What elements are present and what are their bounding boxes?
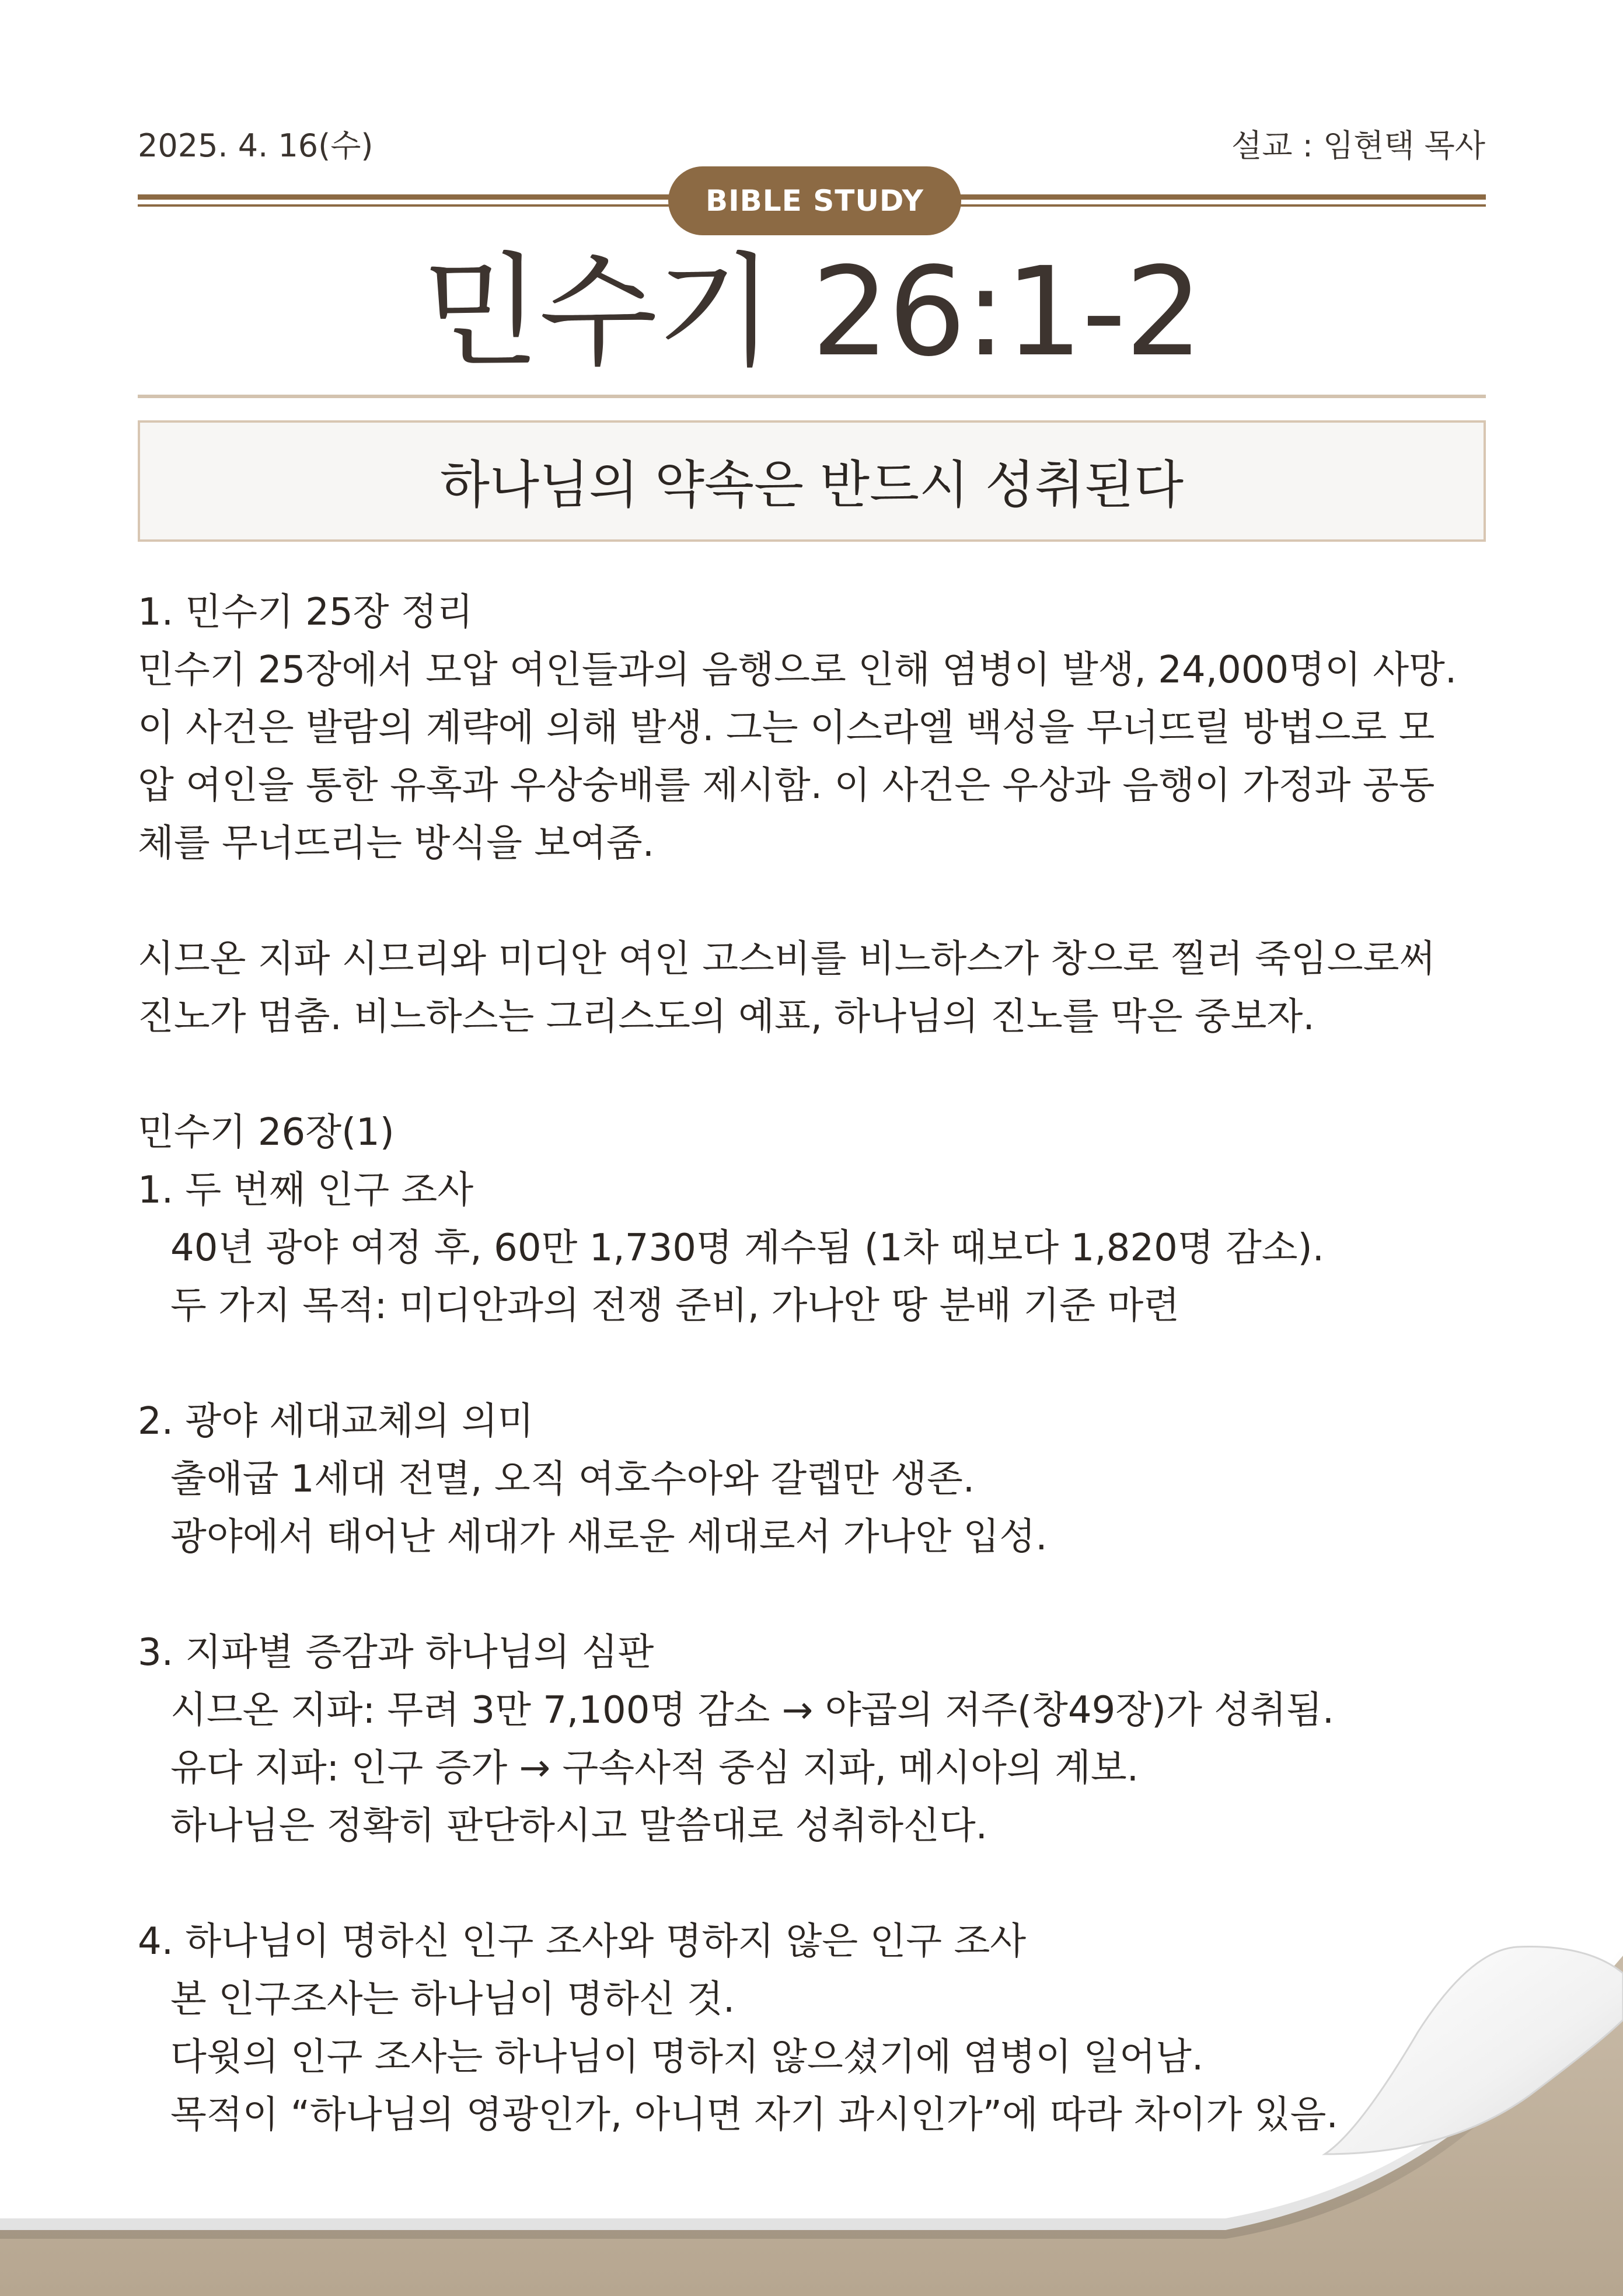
sermon-date: 2025. 4. 16(수) xyxy=(138,127,374,164)
paragraph-line: 시므온 지파 시므리와 미디안 여인 고스비를 비느하스가 창으로 찔러 죽임으로써 xyxy=(138,938,1436,981)
page-title: 민수기 26:1-2 xyxy=(421,241,1202,384)
point-heading: 2. 광야 세대교체의 의미 xyxy=(138,1400,534,1443)
paragraph-line: 이 사건은 발람의 계략에 의해 발생. 그는 이스라엘 백성을 무너뜨릴 방법으로 모 xyxy=(138,706,1435,750)
point-heading: 3. 지파별 증감과 하나님의 심판 xyxy=(138,1631,654,1674)
bible-study-badge: BIBLE STUDY xyxy=(668,166,961,235)
point-line: 광야에서 태어난 세대가 새로운 세대로서 가나안 입성. xyxy=(170,1515,1048,1559)
point-heading: 4. 하나님이 명하신 인구 조사와 명하지 않은 인구 조사 xyxy=(138,1920,1027,1963)
point-line: 출애굽 1세대 전멸, 오직 여호수아와 갈렙만 생존. xyxy=(170,1458,975,1501)
paragraph-line: 민수기 25장에서 모압 여인들과의 음행으로 인해 염병이 발생, 24,000명이 사망. xyxy=(138,649,1457,692)
study-content xyxy=(138,584,1486,2144)
subtitle-text: 하나님의 약속은 반드시 성취된다 xyxy=(439,455,1184,515)
point-line: 시므온 지파: 무려 3만 7,100명 감소 → 야곱의 저주(창49장)가 성취됨. xyxy=(170,1689,1335,1732)
sermon-subtitle xyxy=(138,420,1486,542)
point-line: 두 가지 목적: 미디안과의 전쟁 준비, 가나안 땅 분배 기준 마련 xyxy=(170,1284,1180,1328)
point-line: 유다 지파: 인구 증가 → 구속사적 중심 지파, 메시아의 계보. xyxy=(170,1747,1139,1790)
point-line: 목적이 “하나님의 영광인가, 아니면 자기 과시인가”에 따라 차이가 있음. xyxy=(170,2093,1338,2137)
title-divider xyxy=(138,395,1486,398)
section-heading: 1. 민수기 25장 정리 xyxy=(138,591,473,634)
paragraph-line: 체를 무너뜨리는 방식을 보여줌. xyxy=(138,822,655,865)
preacher-name: 설교 : 임현택 목사 xyxy=(1231,127,1485,164)
paragraph-line: 압 여인을 통한 유혹과 우상숭배를 제시함. 이 사건은 우상과 음행이 가정과 공동 xyxy=(138,764,1435,807)
point-heading: 1. 두 번째 인구 조사 xyxy=(138,1169,474,1212)
chapter-heading: 민수기 26장(1) xyxy=(138,1111,395,1154)
point-line: 하나님은 정확히 판단하시고 말씀대로 성취하신다. xyxy=(170,1804,988,1848)
point-line: 다윗의 인구 조사는 하나님이 명하지 않으셨기에 염병이 일어남. xyxy=(170,2036,1204,2079)
paragraph-line: 진노가 멈춤. 비느하스는 그리스도의 예표, 하나님의 진노를 막은 중보자. xyxy=(138,995,1315,1039)
point-line: 40년 광야 여정 후, 60만 1,730명 계수됨 (1차 때보다 1,820명 감소). xyxy=(170,1227,1324,1270)
point-line: 본 인구조사는 하나님이 명하신 것. xyxy=(170,1978,735,2021)
